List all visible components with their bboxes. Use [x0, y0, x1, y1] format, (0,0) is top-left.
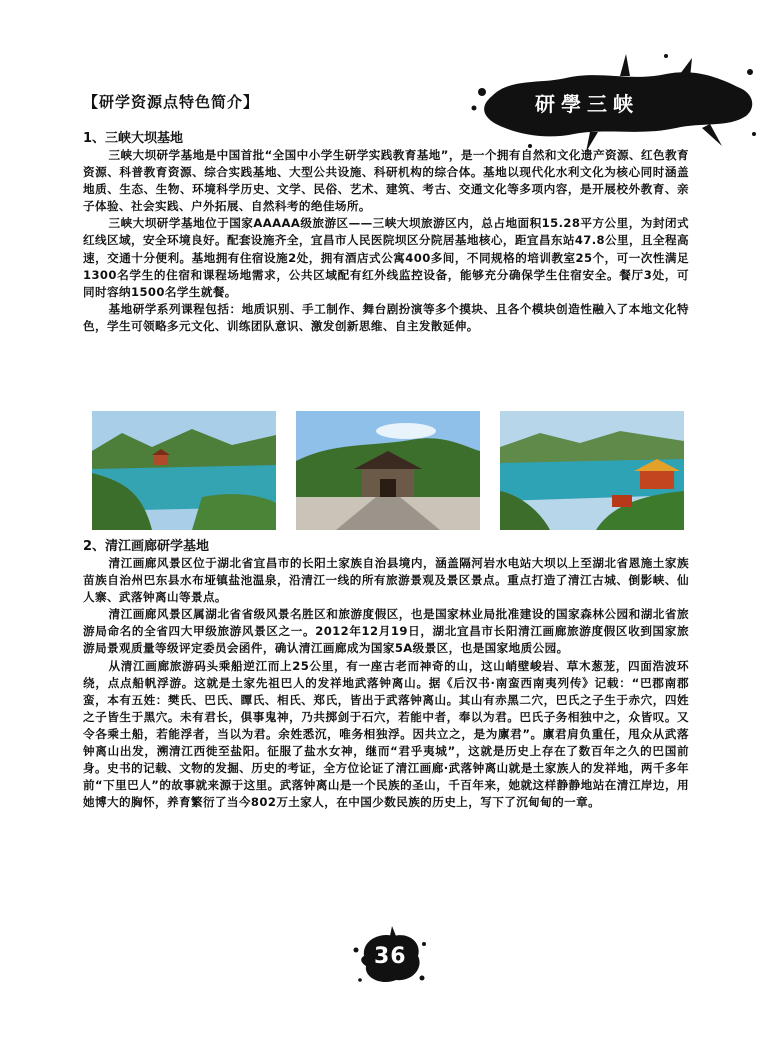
- section-heading: 1、三峡大坝基地: [83, 131, 184, 146]
- lake-mountain-photo-icon: [92, 411, 276, 530]
- banner-title: 研學三峡: [535, 92, 639, 116]
- section-sanxia-dam: [83, 130, 689, 335]
- paragraph: 基地研学系列课程包括：地质识别、手工制作、舞台剧扮演等多个摸块、且各个模块创造性融入了本地文化特色，学生可领略多元文化、训练团队意识、激发创新思维、自主发散延伸。: [83, 301, 689, 333]
- section-heading: 2、清江画廊研学基地: [83, 539, 210, 554]
- paragraph: 清江画廊风景区位于湖北省宜昌市的长阳土家族自治县境内，涵盖隔河岩水电站大坝以上至湖北省恩施土家族苗族自治州巴东县水布垭镇盐池温泉，沿清江一线的所有旅游景观及景区景点。重点打造了清江古城、倒影峡、仙人寨、武落钟离山等景点。: [83, 556, 689, 605]
- paragraph: 三峡大坝研学基地是中国首批“全国中小学生研学实践教育基地”，是一个拥有自然和文化遗产资源、红色教育资源、科普教育资源、综合实践基地、大型公共设施、科研机构的综合体。基地以现代化水利文化为核心同时涵盖地质、生态、生物、环境科学历史、文学、民俗、艺术、建筑、考古、交通文化等多项内容，是开展校外教育、亲子体验、社会实践、户外拓展、自然科考的绝佳场所。: [83, 148, 689, 214]
- photo-river-pavilion: [500, 411, 684, 530]
- section-title: 【研学资源点特色简介】: [83, 93, 260, 111]
- river-pavilion-photo-icon: [500, 411, 684, 530]
- photo-lake-mountain: [92, 411, 276, 530]
- paragraph: 清江画廊风景区属湖北省省级风景名胜区和旅游度假区，也是国家林业局批准建设的国家森林公园和湖北省旅游局命名的全省四大甲级旅游风景区之一。2012年12月19日，湖北宜昌市长阳清江画廊旅游度假区收到国家旅游局景观质量等级评定委员会函件，确认清江画廊成为国家5A级景区，也是国家地质公园。: [83, 607, 689, 656]
- photo-temple-gate: [296, 411, 480, 530]
- paragraph: 三峡大坝研学基地位于国家AAAAA级旅游区——三峡大坝旅游区内，总占地面积15.28平方公里，为封闭式红线区域，安全环境良好。配套设施齐全，宜昌市人民医院坝区分院居基地核心，距宜昌东站47.8公里，且全程高速，交通十分便利。基地拥有住宿设施2处，拥有酒店式公寓400多间，不同规格的培训教室25个，可一次性满足1300名学生的住宿和课程场地需求，公共区域配有红外线监控设备，能够充分确保学生住宿安全。餐厅3处，可同时容纳1500名学生就餐。: [83, 216, 689, 299]
- section-qingjiang-gallery: [83, 538, 689, 811]
- paragraph: 从清江画廊旅游码头乘船逆江而上25公里，有一座古老而神奇的山，这山峭壁峻岩、草木葱茏，四面浩波环绕，点点船帆浮游。这就是土家先祖巴人的发祥地武落钟离山。据《后汉书·南蛮西南夷列传》记载：“巴郡南郡蛮，本有五姓：樊氏、巴氏、瞫氏、相氏、郑氏，皆出于武落钟离山。其山有赤黑二穴，巴氏之子生于赤穴，四姓之子皆生于黑穴。未有君长，俱事鬼神，乃共掷剑于石穴，若能中者，奉以为君。巴氏子务相独中之，众皆叹。又令各乘土船，若能浮者，当以为君。余姓悉沉，唯务相独浮。因共立之，是为廪君”。廪君肩负重任，甩众从武落钟离山出发，溯清江西徙至盐阳。征服了盐水女神，继而“君乎夷城”，这就是历史上存在了数百年之久的巴国前身。史书的记载、文物的发掘、历史的考证，全方位论证了清江画廊·武落钟离山就是土家族人的发祥地，两千多年前“下里巴人”的故事就来源于这里。武落钟离山是一个民族的圣山，千百年来，她就这样静静地站在清江岸边，用她博大的胸怀，养育繁衍了当今802万土家人，在中国少数民族的历史上，写下了沉甸甸的一章。: [83, 658, 689, 810]
- temple-gate-photo-icon: [296, 411, 480, 530]
- page-number: 36: [374, 944, 407, 969]
